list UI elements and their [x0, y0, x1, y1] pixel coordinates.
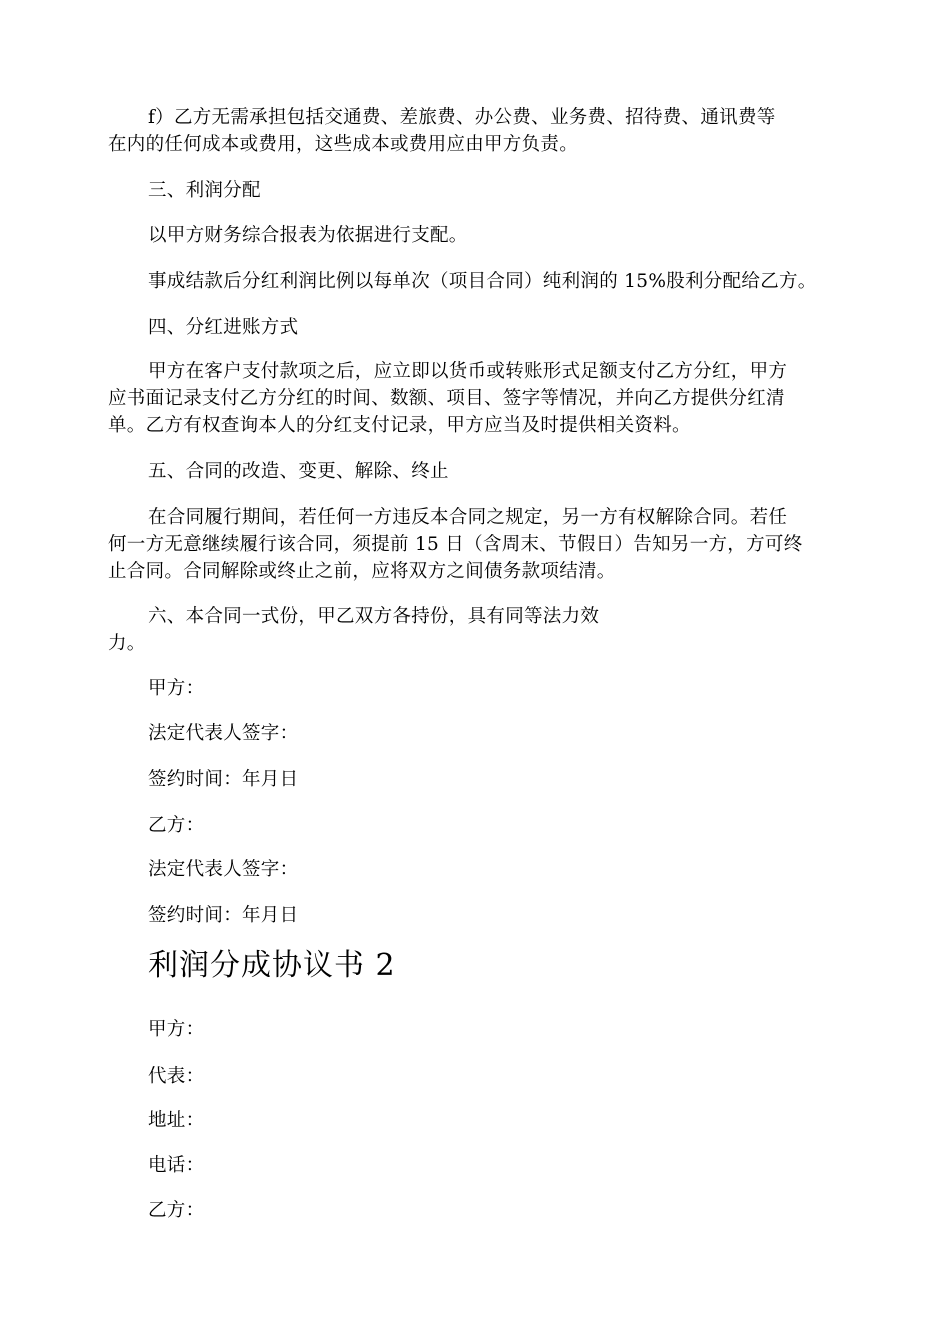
section-4-line-2: 应书面记录支付乙方分红的时间、数额、项目、签字等情况，并向乙方提供分红清: [108, 388, 785, 409]
section-5-line-1: 在合同履行期间，若任何一方违反本合同之规定，另一方有权解除合同。若任: [148, 507, 788, 528]
section-4-title: 四、分红进账方式: [148, 317, 299, 338]
agreement-2-party-a: 甲方：: [148, 1019, 205, 1040]
signature-representative-b: 法定代表人签字：: [148, 859, 299, 880]
section-3-paragraph-1: 以甲方财务综合报表为依据进行支配。: [148, 225, 468, 246]
agreement-2-phone: 电话：: [148, 1155, 205, 1176]
agreement-2-title: 利润分成协议书 2: [148, 948, 396, 983]
section-4-line-1: 甲方在客户支付款项之后，应立即以货币或转账形式足额支付乙方分红，甲方: [148, 361, 788, 382]
section-6-line-2: 力。: [108, 633, 146, 654]
agreement-2-party-b: 乙方：: [148, 1200, 205, 1221]
signature-date-a: 签约时间：年月日: [148, 769, 299, 790]
section-3-paragraph-2: 事成结款后分红利润比例以每单次（项目合同）纯利润的 15%股利分配给乙方。: [148, 271, 817, 292]
signature-date-b: 签约时间：年月日: [148, 905, 299, 926]
signature-party-b: 乙方：: [148, 815, 205, 836]
signature-representative-a: 法定代表人签字：: [148, 723, 299, 744]
section-3-title: 三、利润分配: [148, 180, 261, 201]
section-5-line-3: 止合同。合同解除或终止之前，应将双方之间债务款项结清。: [108, 561, 616, 582]
section-6-line-1: 六、本合同一式份，甲乙双方各持份，具有同等法力效: [148, 606, 600, 627]
signature-party-a: 甲方：: [148, 678, 205, 699]
paragraph-f-line-1: f）乙方无需承担包括交通费、差旅费、办公费、业务费、招待费、通讯费等: [148, 107, 776, 128]
section-4-line-3: 单。乙方有权查询本人的分红支付记录，甲方应当及时提供相关资料。: [108, 415, 691, 436]
agreement-2-representative: 代表：: [148, 1066, 205, 1087]
section-5-title: 五、合同的改造、变更、解除、终止: [148, 461, 449, 482]
agreement-2-address: 地址：: [148, 1110, 205, 1131]
section-5-line-2: 何一方无意继续履行该合同，须提前 15 日（含周末、节假日）告知另一方，方可终: [108, 534, 803, 555]
paragraph-f-line-2: 在内的任何成本或费用，这些成本或费用应由甲方负责。: [108, 134, 579, 155]
